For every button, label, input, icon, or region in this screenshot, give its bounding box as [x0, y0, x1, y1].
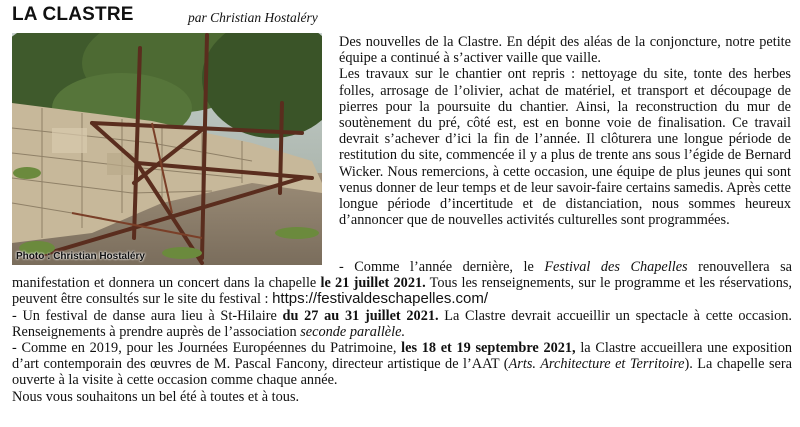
works-paragraph: Les travaux sur le chantier ont repris : nettoyage du site, tonte des herbes folles, arrosage de l’olivier, achat de matériel, et transport et découpage de pierres pour la poursuite du chantier. Ainsi, la reconstruction du mur de soutènement du pré, côté est, est en bonne voie de finalisation. Ce travail devrait s’achever d’ici la fin de l’année. Il clôturera une longue période de restitution du site, commencée il y a plus de trente ans sous l’égide de Bernard Wicker. Nous remercions, à cette occasion, une équipe de plus jeunes qui sont venus donner de leur temps et de leur savoir-faire certains samedis. Après cette longue période d’incertitude et de distanciation, nous sommes heureux d’annoncer que de nouvelles activités culturelles sont programmées.	[339, 66, 791, 229]
site-photo	[12, 33, 322, 265]
closing-line: Nous vous souhaitons un bel été à toutes et à tous.	[12, 388, 300, 405]
dance-festival-item	[12, 308, 792, 340]
heritage-dates: les 18 et 19 septembre 2021,	[401, 340, 576, 357]
article-title: LA CLASTRE	[12, 4, 134, 25]
article-full-width	[12, 259, 792, 405]
festival-url-link[interactable]: https://festivaldeschapelles.com/	[272, 290, 489, 308]
item1-text-a: - Comme l’année dernière, le	[339, 259, 545, 275]
aat-name: Arts. Architecture et Territoire	[508, 356, 685, 373]
item3-text-b: la Clastre accueillera une exposition d’art contemporain des œuvres de M. Pascal Fancony, directeur artistique de l’AAT (	[12, 340, 792, 373]
association-name: seconde parallèle.	[300, 323, 406, 340]
dance-dates: du 27 au 31 juillet 2021.	[282, 307, 439, 324]
scaffold-photo-illustration	[12, 33, 322, 265]
festival-name: Festival des Chapelles	[544, 259, 688, 275]
item1-text-c: Tous les renseignements, sur le programme et les réservations, peuvent être consultés sur le site du festival :	[12, 275, 792, 308]
byline: par Christian Hostaléry	[188, 10, 318, 25]
item1-text-b: renouvellera sa manifestation et donnera un concert dans la chapelle	[12, 259, 792, 292]
article-side-column	[339, 34, 791, 228]
intro-paragraph: Des nouvelles de la Clastre. En dépit des aléas de la conjoncture, notre petite équipe a continué à s’activer vaille que vaille.	[339, 34, 791, 67]
item3-text-c: ). La chapelle sera ouverte à la visite à cette occasion comme chaque année.	[12, 356, 792, 389]
concert-date: le 21 juillet 2021.	[320, 275, 426, 292]
item3-text-a: - Comme en 2019, pour les Journées Européennes du Patrimoine,	[12, 340, 402, 357]
heritage-days-item	[12, 340, 792, 389]
item2-text-b: La Clastre devrait accueillir un spectacle à cette occasion. Renseignements à prendre auprès de l’association	[12, 307, 792, 340]
festival-chapelles-item	[12, 259, 792, 308]
item2-text-a: - Un festival de danse aura lieu à St-Hilaire	[12, 307, 283, 324]
photo-credit: Photo : Christian Hostaléry	[16, 251, 145, 262]
